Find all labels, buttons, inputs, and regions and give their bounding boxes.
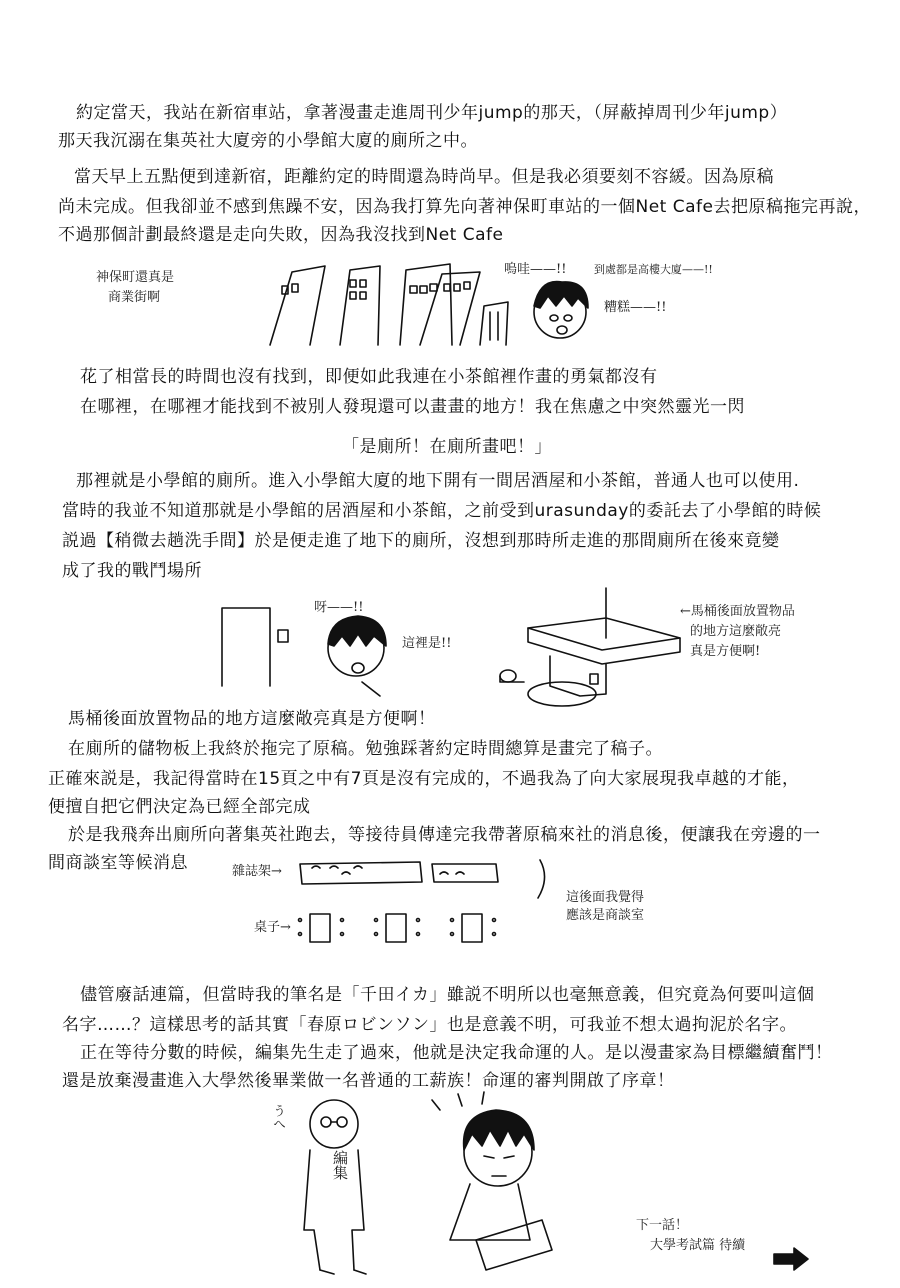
- text-line: 那裡就是小學館的廁所。進入小學館大廈的地下開有一間居酒屋和小茶館，普通人也可以使用.: [76, 471, 800, 491]
- text-line: 名字……？這樣思考的話其實「春原ロビンソン」也是意義不明，可我並不想太過拘泥於名字。: [62, 1015, 797, 1035]
- text-line: 於是我飛奔出廁所向著集英社跑去，等接待員傳達完我帶著原稿來社的消息後，便讓我在旁邊的一: [68, 825, 821, 845]
- text-line: 還是放棄漫畫進入大學然後畢業做一名普通的工薪族！命運的審判開啟了序章！: [62, 1071, 675, 1091]
- handwritten-note: 這後面我覺得: [566, 890, 645, 905]
- buildings-illustration: [270, 250, 600, 350]
- text-line: 花了相當長的時間也沒有找到，即便如此我連在小茶館裡作畫的勇氣都沒有: [80, 367, 658, 387]
- handwritten-note: うへ: [270, 1104, 285, 1130]
- text-line: 約定當天，我站在新宿車站，拿著漫畫走進周刊少年jump的那天，（屏蔽掉周刊少年jump）: [76, 103, 788, 123]
- floor-plan-illustration: [290, 858, 550, 948]
- handwritten-note: 下一話！: [636, 1218, 689, 1233]
- handwritten-note: 神保町還真是: [96, 270, 175, 285]
- editor-illustration: [280, 1090, 580, 1280]
- text-line: 便擅自把它們決定為已經全部完成: [48, 797, 311, 817]
- text-line: 正在等待分數的時候，編集先生走了過來，他就是決定我命運的人。是以漫畫家為目標繼續奮鬥！: [80, 1043, 833, 1063]
- text-line: 馬桶後面放置物品的地方這麼敞亮真是方便啊！: [68, 709, 436, 729]
- editor-label: 編集: [331, 1150, 349, 1180]
- text-line: 不過那個計劃最終還是走向失敗，因為我沒找到Net Cafe: [58, 225, 504, 245]
- handwritten-note: 商業街啊: [108, 290, 161, 305]
- handwritten-note: 桌子→: [254, 920, 291, 935]
- text-line: 在哪裡，在哪裡才能找到不被別人發現還可以畫畫的地方！我在焦慮之中突然靈光一閃: [80, 397, 745, 417]
- toilet-illustration: [210, 586, 690, 706]
- text-line: 在廁所的儲物板上我終於拖完了原稿。勉強踩著約定時間總算是畫完了稿子。: [68, 739, 663, 759]
- handwritten-note: 應該是商談室: [566, 908, 645, 923]
- handwritten-note: 真是方便啊!: [690, 644, 761, 659]
- handwritten-note: 呀——!!: [314, 600, 364, 615]
- handwritten-note: 糟糕——!!: [604, 300, 667, 315]
- handwritten-note: 嗚哇——!!: [504, 262, 567, 277]
- text-line: 當時的我並不知道那就是小學館的居酒屋和小茶館，之前受到urasunday的委託去了小學館的時候: [62, 501, 822, 521]
- text-line: 當天早上五點便到達新宿，距離約定的時間還為時尚早。但是我必須要刻不容緩。因為原稿: [74, 167, 774, 187]
- text-line: 正確來説是，我記得當時在15頁之中有7頁是沒有完成的，不過我為了向大家展現我卓越的才能，: [48, 769, 800, 789]
- handwritten-note: 這裡是!!: [402, 636, 452, 651]
- handwritten-note: 的地方這麼敞亮: [690, 624, 782, 639]
- handwritten-note: ←馬桶後面放置物品: [680, 604, 795, 619]
- handwritten-note: 到處都是高樓大廈——!!: [594, 263, 713, 276]
- handwritten-note: 大學考試篇 待續: [650, 1238, 746, 1253]
- text-line: 那天我沉溺在集英社大廈旁的小學館大廈的廁所之中。: [58, 131, 478, 151]
- handwritten-note: 雜誌架→: [232, 864, 282, 879]
- text-line: 説過【稍微去趟洗手間】於是便走進了地下的廁所，沒想到那時所走進的那間廁所在後來竟變: [62, 531, 780, 551]
- text-line: 成了我的戰鬥場所: [62, 561, 202, 581]
- text-line: 儘管廢話連篇，但當時我的筆名是「千田イカ」雖説不明所以也毫無意義，但究竟為何要叫這個: [80, 985, 815, 1005]
- text-line: 間商談室等候消息: [48, 853, 188, 873]
- text-line: 尚未完成。但我卻並不感到焦躁不安，因為我打算先向著神保町車站的一個Net Cafe去把原稿拖完再說，: [58, 197, 871, 217]
- arrow-right-icon: [772, 1246, 812, 1272]
- text-line: 「是廁所！在廁所畫吧！」: [342, 437, 552, 457]
